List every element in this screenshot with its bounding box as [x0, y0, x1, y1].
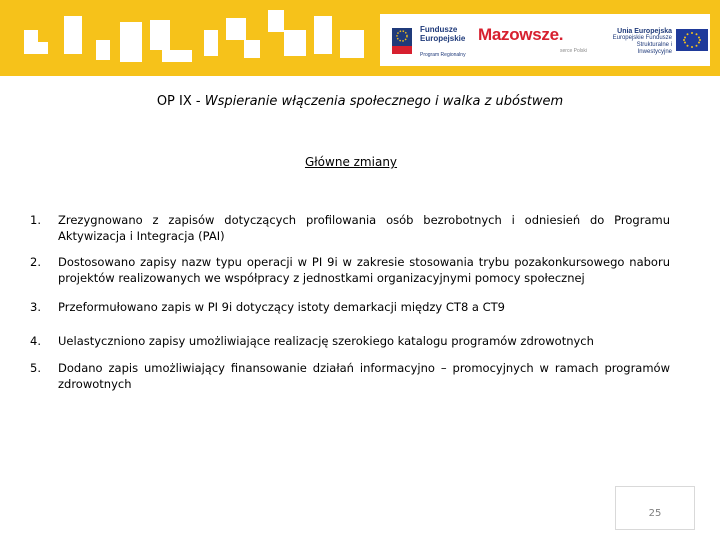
eu-line2: Europejskie Fundusze	[612, 35, 672, 41]
decor-block	[314, 16, 332, 54]
eu-flag-icon	[676, 29, 708, 51]
slide-subtitle: Główne zmiany	[304, 155, 398, 169]
fe-stars-icon	[388, 24, 416, 58]
logo-panel	[380, 14, 710, 66]
item-text: Przeformułowano zapis w PI 9i dotyczący istoty demarkacji między CT8 a CT9	[58, 300, 505, 314]
decor-block	[204, 30, 218, 56]
decor-block	[38, 42, 48, 54]
item-text: Uelastyczniono zapisy umożliwiające realizację szerokiego katalogu programów zdrowotnych	[58, 334, 594, 348]
decor-block	[24, 30, 38, 54]
decor-block	[96, 40, 110, 60]
title-italic: Wspieranie włączenia społecznego i walka z ubóstwem	[204, 94, 564, 109]
funds-title-line2: Europejskie	[420, 34, 466, 43]
eu-title: Unia Europejska	[617, 28, 672, 35]
item-number: 1.	[30, 213, 41, 227]
decor-block	[340, 30, 364, 58]
item-text: Dostosowano zapisy nazw typu operacji w PI 9i w zakresie stosowania trybu pozakonkursowego naboru projektów realizowanych we współpracy z jednostkami organizacyjnymi pomocy społecznej	[58, 255, 670, 285]
header-bar	[0, 0, 720, 76]
funds-subtitle: Program Regionalny	[420, 52, 466, 58]
decor-block	[150, 20, 170, 50]
item-number: 2.	[30, 255, 41, 269]
slide-title	[0, 94, 720, 109]
decor-block	[284, 30, 306, 56]
item-number: 5.	[30, 361, 41, 375]
page-number: 25	[648, 508, 662, 519]
eu-logo-text	[612, 28, 672, 56]
funds-title-line1: Fundusze	[420, 25, 458, 34]
item-number: 3.	[30, 300, 41, 314]
title-prefix: OP IX -	[156, 94, 205, 109]
decor-block	[244, 40, 260, 58]
decor-block	[226, 18, 246, 40]
decor-block	[162, 50, 192, 62]
mazowsze-tagline: serce Polski	[560, 48, 587, 54]
item-text: Zrezygnowano z zapisów dotyczących profilowania osób bezrobotnych i odniesień do Programu Aktywizacja i Integracja (PAI)	[58, 213, 670, 243]
decor-block	[120, 22, 142, 62]
item-text: Dodano zapis umożliwiający finansowanie działań informacyjno – promocyjnych w ramach programów zdrowotnych	[58, 361, 670, 391]
eu-line3: Strukturalne i Inwestycyjne	[636, 42, 672, 55]
decor-block	[268, 10, 284, 32]
item-number: 4.	[30, 334, 41, 348]
decor-block	[64, 16, 82, 54]
mazowsze-logo: Mazowsze.	[478, 25, 564, 44]
